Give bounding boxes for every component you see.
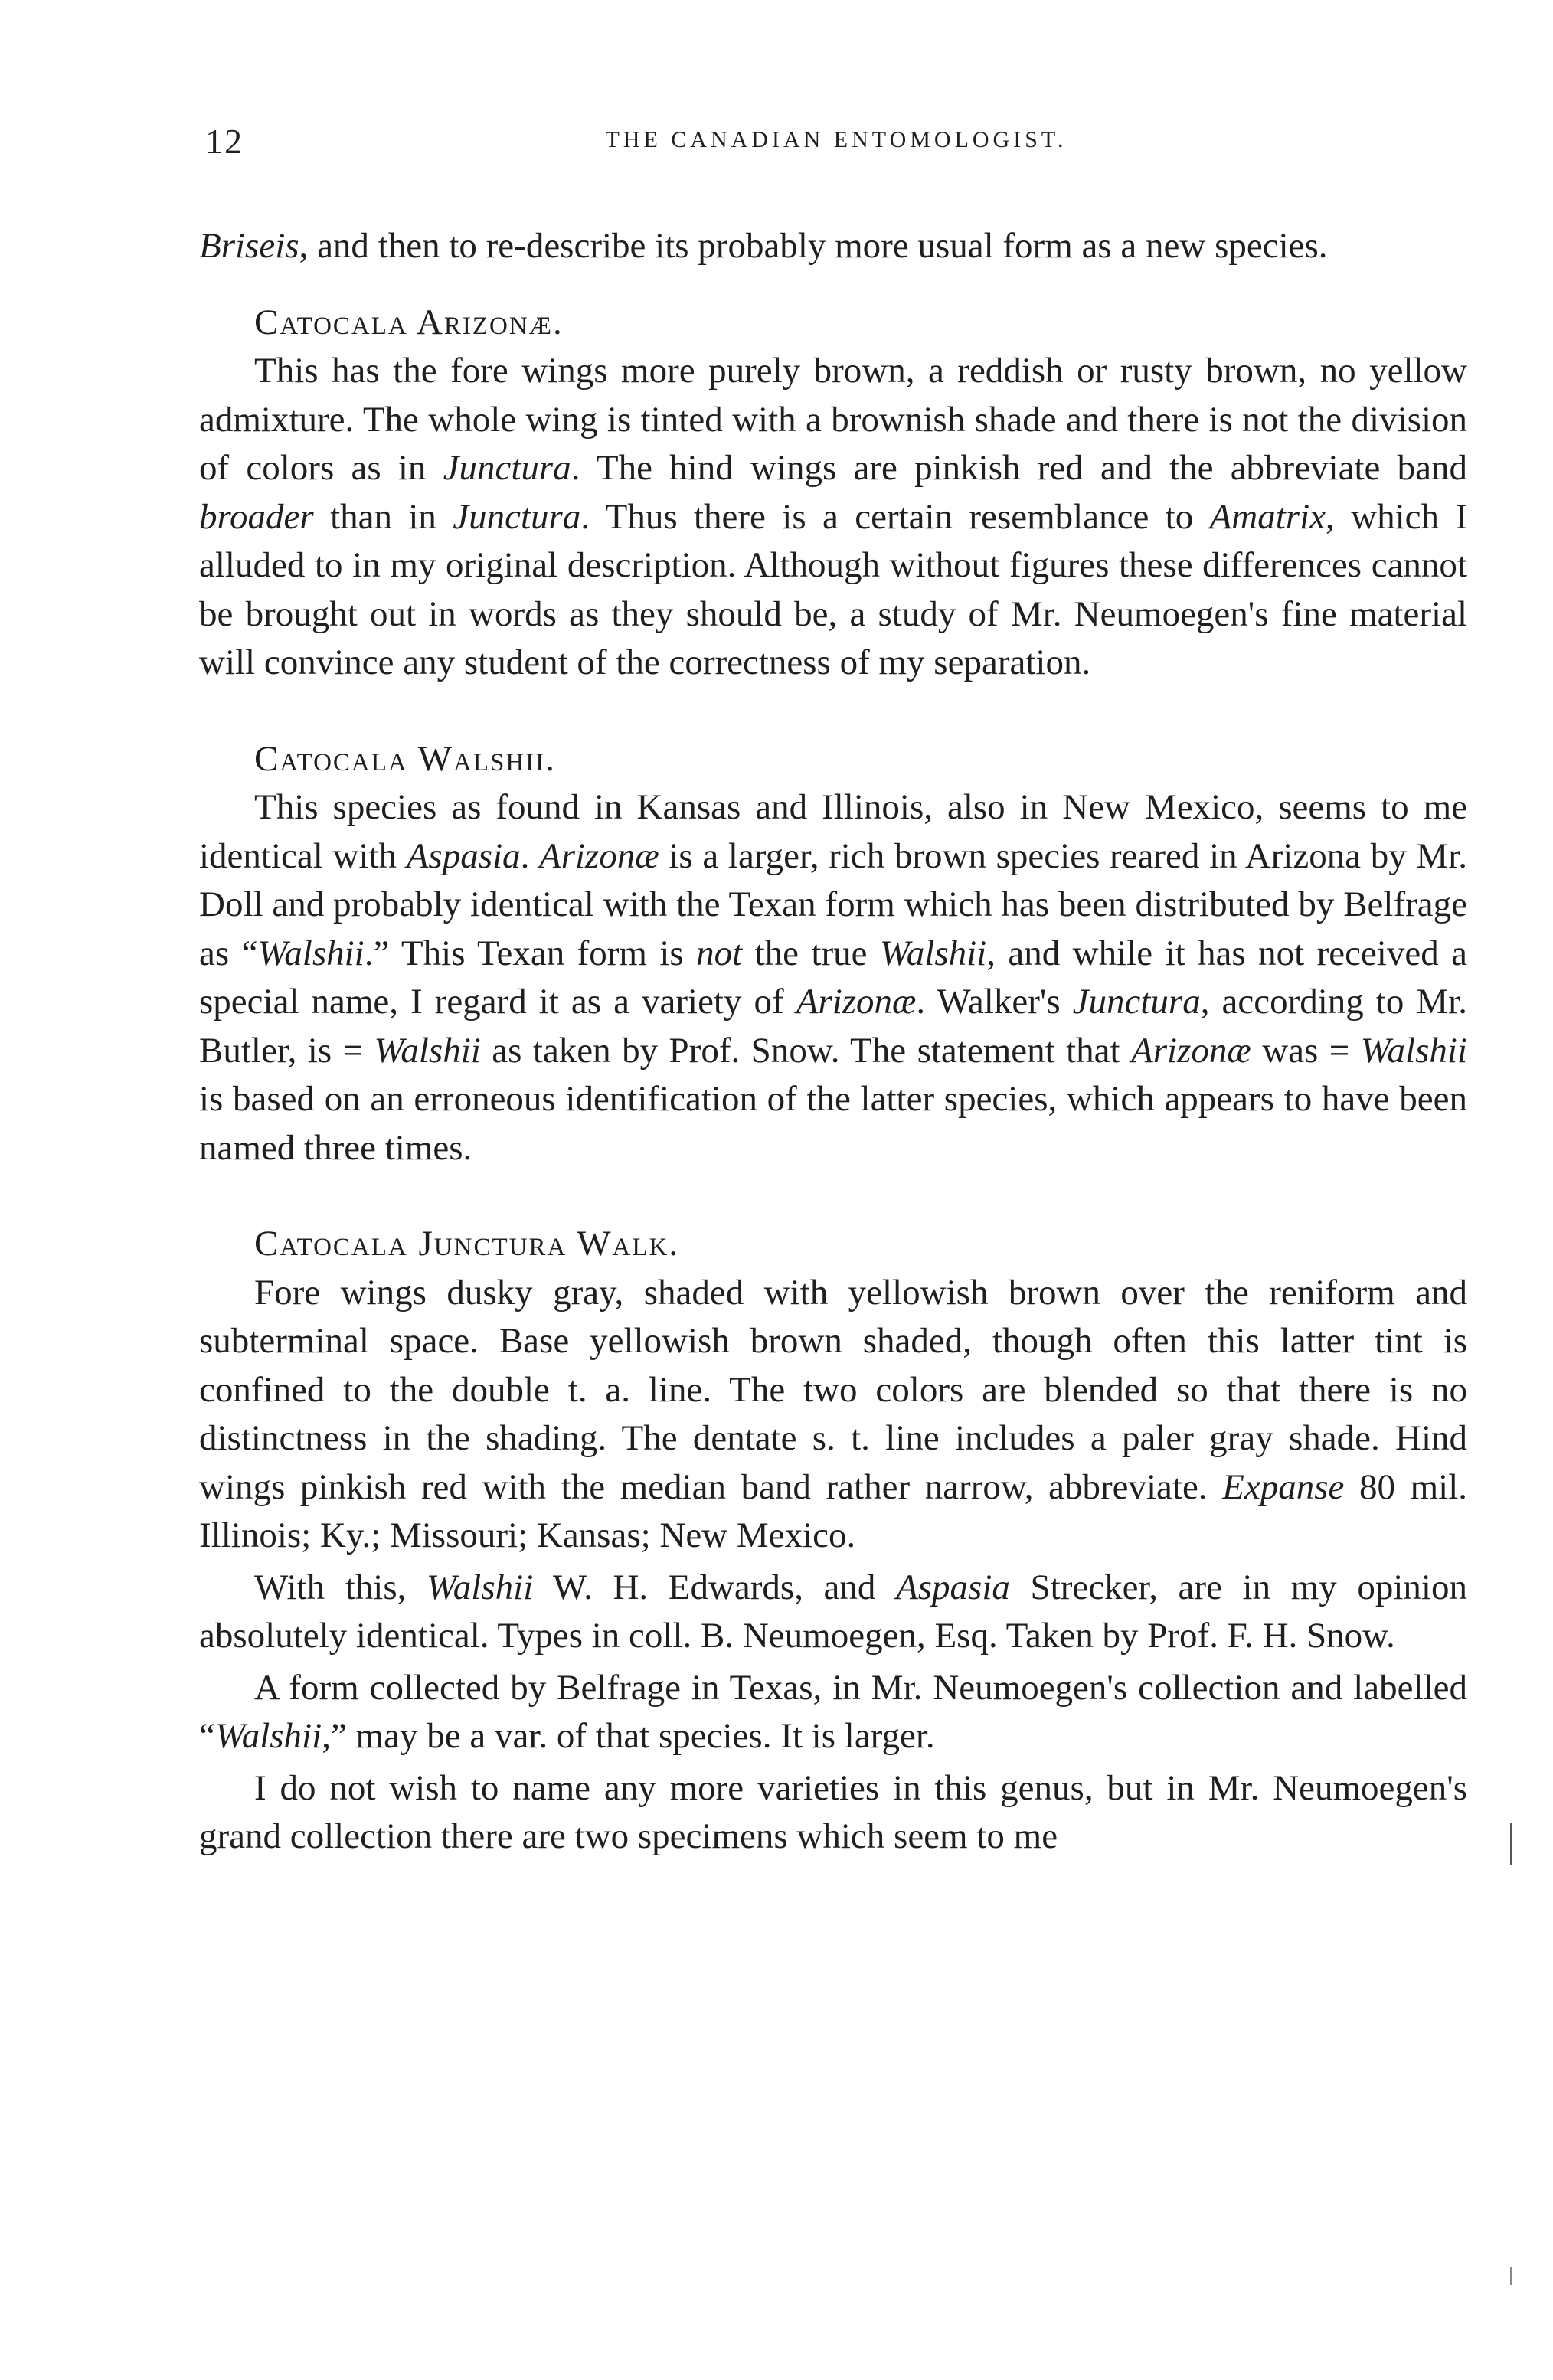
- text-run: , and then to re-describe its probably more usual form as a new species.: [299, 226, 1328, 266]
- text-run: I do not wish to name any more varieties in this genus, but in Mr. Neumoegen's grand collection there are two specimens which seem to me: [199, 1767, 1467, 1856]
- species-heading-walshii: Catocala Walshii.: [254, 738, 556, 779]
- italic-term: Expanse: [1222, 1466, 1345, 1507]
- text-run: Strecker, are in my opinion absolutely identical. Types in coll. B. Neumoegen, Esq. Taken by Prof. F. H. Snow.: [199, 1567, 1467, 1656]
- italic-term: Walshii: [1360, 1030, 1467, 1071]
- italic-term: Arizonæ: [796, 982, 917, 1022]
- text-run: is based on an erroneous identification of the latter species, which appears to have been named three times.: [199, 1079, 1467, 1168]
- text-run: , and while it has not received a special name, I regard it as a variety of: [199, 933, 1467, 1022]
- text-run: was =: [1251, 1030, 1361, 1071]
- text-run: . Thus there is a certain resemblance to: [580, 496, 1210, 537]
- text-run: Fore wings dusky gray, shaded with yellowish brown over the reniform and subterminal space. Base yellowish brown shaded, though often this latter tint is confined to the double t. a. line. The two colors are blended so that there is no distinctness in the shading. The dentate s. t. line includes a paler gray shade. Hind wings pinkish red with the median band rather narrow, abbreviate.: [199, 1272, 1467, 1507]
- italic-term: Arizonæ: [1131, 1030, 1251, 1071]
- italic-term: Arizonæ: [538, 835, 659, 876]
- text-run: than in: [313, 496, 453, 537]
- italic-term: Walshii: [257, 933, 365, 973]
- paragraph-varieties: [199, 1764, 1467, 1862]
- text-run: 80 mil. Illinois; Ky.; Missouri; Kansas; New Mexico.: [199, 1466, 1467, 1555]
- italic-term: broader: [199, 496, 314, 537]
- text-run: . Walker's: [916, 982, 1073, 1022]
- text-run: .: [520, 835, 539, 876]
- text-run: With this,: [254, 1567, 427, 1607]
- article-body: [199, 222, 1467, 1862]
- paragraph-identical: [199, 1564, 1467, 1661]
- italic-term: Aspasia: [896, 1567, 1010, 1607]
- paragraph-walshii: [199, 783, 1467, 1172]
- paragraph-junctura: [199, 1269, 1467, 1561]
- margin-mark: [1510, 2267, 1512, 2285]
- italic-term: Junctura: [443, 448, 571, 488]
- text-run: W. H. Edwards, and: [533, 1567, 897, 1607]
- italic-term: Walshii: [374, 1030, 481, 1071]
- margin-mark: [1510, 1823, 1512, 1865]
- text-run: .” This Texan form is: [364, 933, 697, 973]
- text-run: as taken by Prof. Snow. The statement that: [480, 1030, 1132, 1071]
- text-run: This species as found in Kansas and Illinois, also in New Mexico, seems to me identical with: [199, 787, 1467, 876]
- paragraph-continuation: [199, 222, 1467, 271]
- text-run: A form collected by Belfrage in Texas, in Mr. Neumoegen's collection and labelled “: [199, 1667, 1467, 1756]
- journal-title: THE CANADIAN ENTOMOLOGIST.: [605, 127, 1067, 152]
- text-run: the true: [742, 933, 880, 973]
- text-run: . The hind wings are pinkish red and the abbreviate band: [571, 448, 1467, 488]
- running-head: [205, 121, 1467, 167]
- page-number: 12: [205, 122, 244, 161]
- italic-term: Walshii: [426, 1567, 534, 1607]
- text-run: , which I alluded to in my original description. Although without figures these differences cannot be brought out in words as they should be, a study of Mr. Neumoegen's fine material will convince any student of the correctness of my separation.: [199, 496, 1468, 682]
- italic-term: Junctura: [1072, 982, 1201, 1022]
- italic-term: Walshii: [214, 1716, 322, 1756]
- italic-term: Briseis: [199, 226, 299, 266]
- text-run: , according to Mr. Butler, is =: [199, 982, 1467, 1071]
- italic-term: Amatrix: [1209, 496, 1326, 537]
- italic-term: Aspasia: [406, 835, 521, 876]
- text-run: ,” may be a var. of that species. It is larger.: [322, 1716, 935, 1756]
- species-heading-arizonae: Catocala Arizonæ.: [254, 302, 564, 342]
- italic-term: Junctura: [453, 496, 581, 537]
- italic-term: not: [696, 933, 743, 973]
- paragraph-arizonae: [199, 347, 1467, 688]
- italic-term: Walshii: [879, 933, 987, 973]
- text-run: This has the fore wings more purely brown, a reddish or rusty brown, no yellow admixture. The whole wing is tinted with a brownish shade and there is not the division of colors as in: [199, 351, 1467, 488]
- species-heading-junctura: Catocala Junctura Walk.: [254, 1224, 680, 1264]
- text-run: is a larger, rich brown species reared in Arizona by Mr. Doll and probably identical with the Texan form which has been distributed by Belfrage as “: [199, 835, 1467, 973]
- paragraph-texas-form: [199, 1664, 1467, 1761]
